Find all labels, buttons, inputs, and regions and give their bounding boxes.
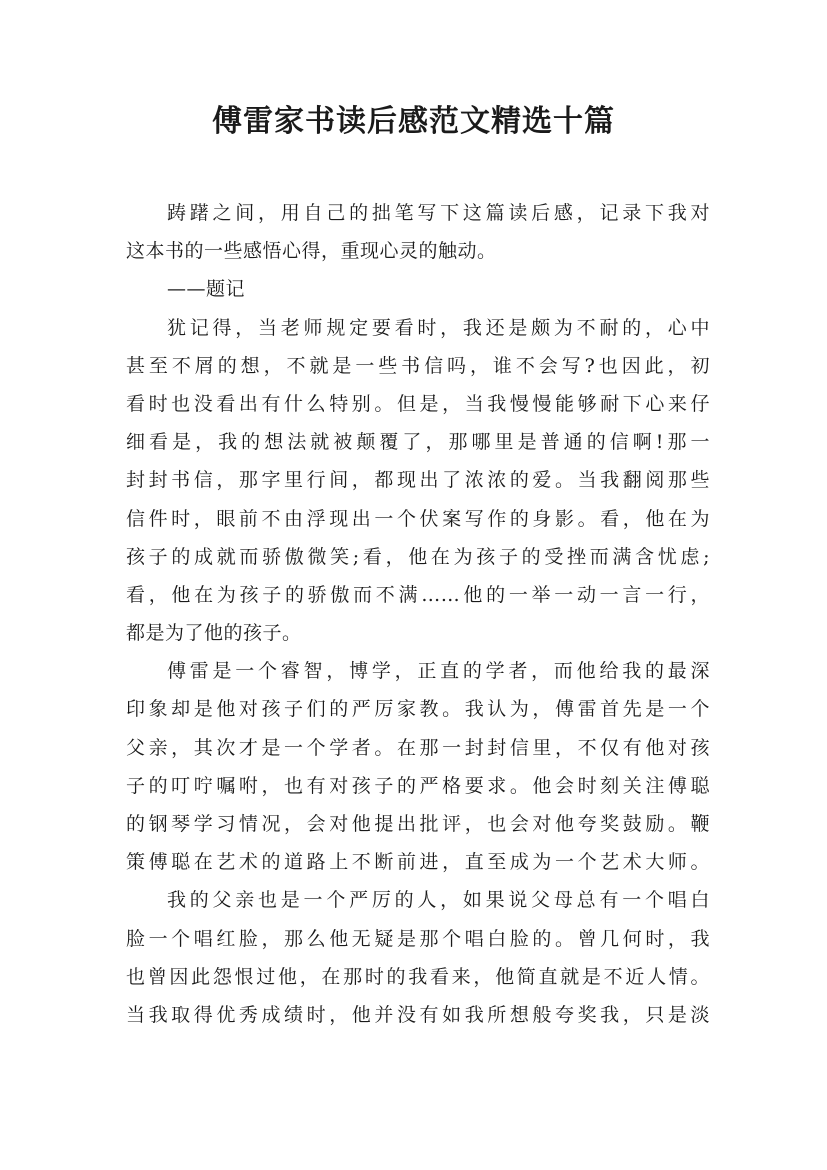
paragraph-line: 当我取得优秀成绩时，他并没有如我所想般夸奖我，只是淡 xyxy=(126,1003,710,1026)
paragraph-line: 犹记得，当老师规定要看时，我还是颇为不耐的，心中 xyxy=(167,316,710,339)
paragraph-line: 也曾因此怨恨过他，在那时的我看来，他简直就是不近人情。 xyxy=(126,965,710,988)
epigraph-line: ——题记 xyxy=(167,278,246,301)
paragraph-line: 细看是，我的想法就被颠覆了，那哪里是普通的信啊!那一 xyxy=(126,431,710,454)
paragraph-line: 这本书的一些感悟心得，重现心灵的触动。 xyxy=(126,240,497,263)
paragraph-line: 都是为了他的孩子。 xyxy=(126,622,302,645)
paragraph-line: 封封书信，那字里行间，都现出了浓浓的爱。当我翻阅那些 xyxy=(126,469,710,492)
document-body xyxy=(126,194,710,1034)
paragraph-line: 脸一个唱红脸，那么他无疑是那个唱白脸的。曾几何时，我 xyxy=(126,927,710,950)
paragraph-line: 父亲，其次才是一个学者。在那一封封信里，不仅有他对孩 xyxy=(126,736,710,759)
paragraph-line: 甚至不屑的想，不就是一些书信吗，谁不会写?也因此，初 xyxy=(126,354,710,377)
document-title: 傅雷家书读后感范文精选十篇 xyxy=(212,104,615,139)
paragraph-line: 信件时，眼前不由浮现出一个伏案写作的身影。看，他在为 xyxy=(126,507,710,530)
paragraph-line: 看，他在为孩子的骄傲而不满……他的一举一动一言一行， xyxy=(126,583,710,606)
paragraph-line: 我的父亲也是一个严厉的人，如果说父母总有一个唱白 xyxy=(167,889,710,912)
paragraph-line: 踌躇之间，用自己的拙笔写下这篇读后感，记录下我对 xyxy=(167,202,710,224)
paragraph-line: 孩子的成就而骄傲微笑;看，他在为孩子的受挫而满含忧虑; xyxy=(126,545,710,568)
paragraph-line: 傅雷是一个睿智，博学，正直的学者，而他给我的最深 xyxy=(167,660,710,683)
paragraph-line: 看时也没看出有什么特别。但是，当我慢慢能够耐下心来仔 xyxy=(126,392,710,415)
paragraph-line: 子的叮咛嘱咐，也有对孩子的严格要求。他会时刻关注傅聪 xyxy=(126,774,710,797)
paragraph-line: 印象却是他对孩子们的严厉家教。我认为，傅雷首先是一个 xyxy=(126,698,710,721)
paragraph-line: 的钢琴学习情况，会对他提出批评，也会对他夸奖鼓励。鞭 xyxy=(126,813,710,835)
paragraph-line: 策傅聪在艺术的道路上不断前进，直至成为一个艺术大师。 xyxy=(126,851,710,874)
